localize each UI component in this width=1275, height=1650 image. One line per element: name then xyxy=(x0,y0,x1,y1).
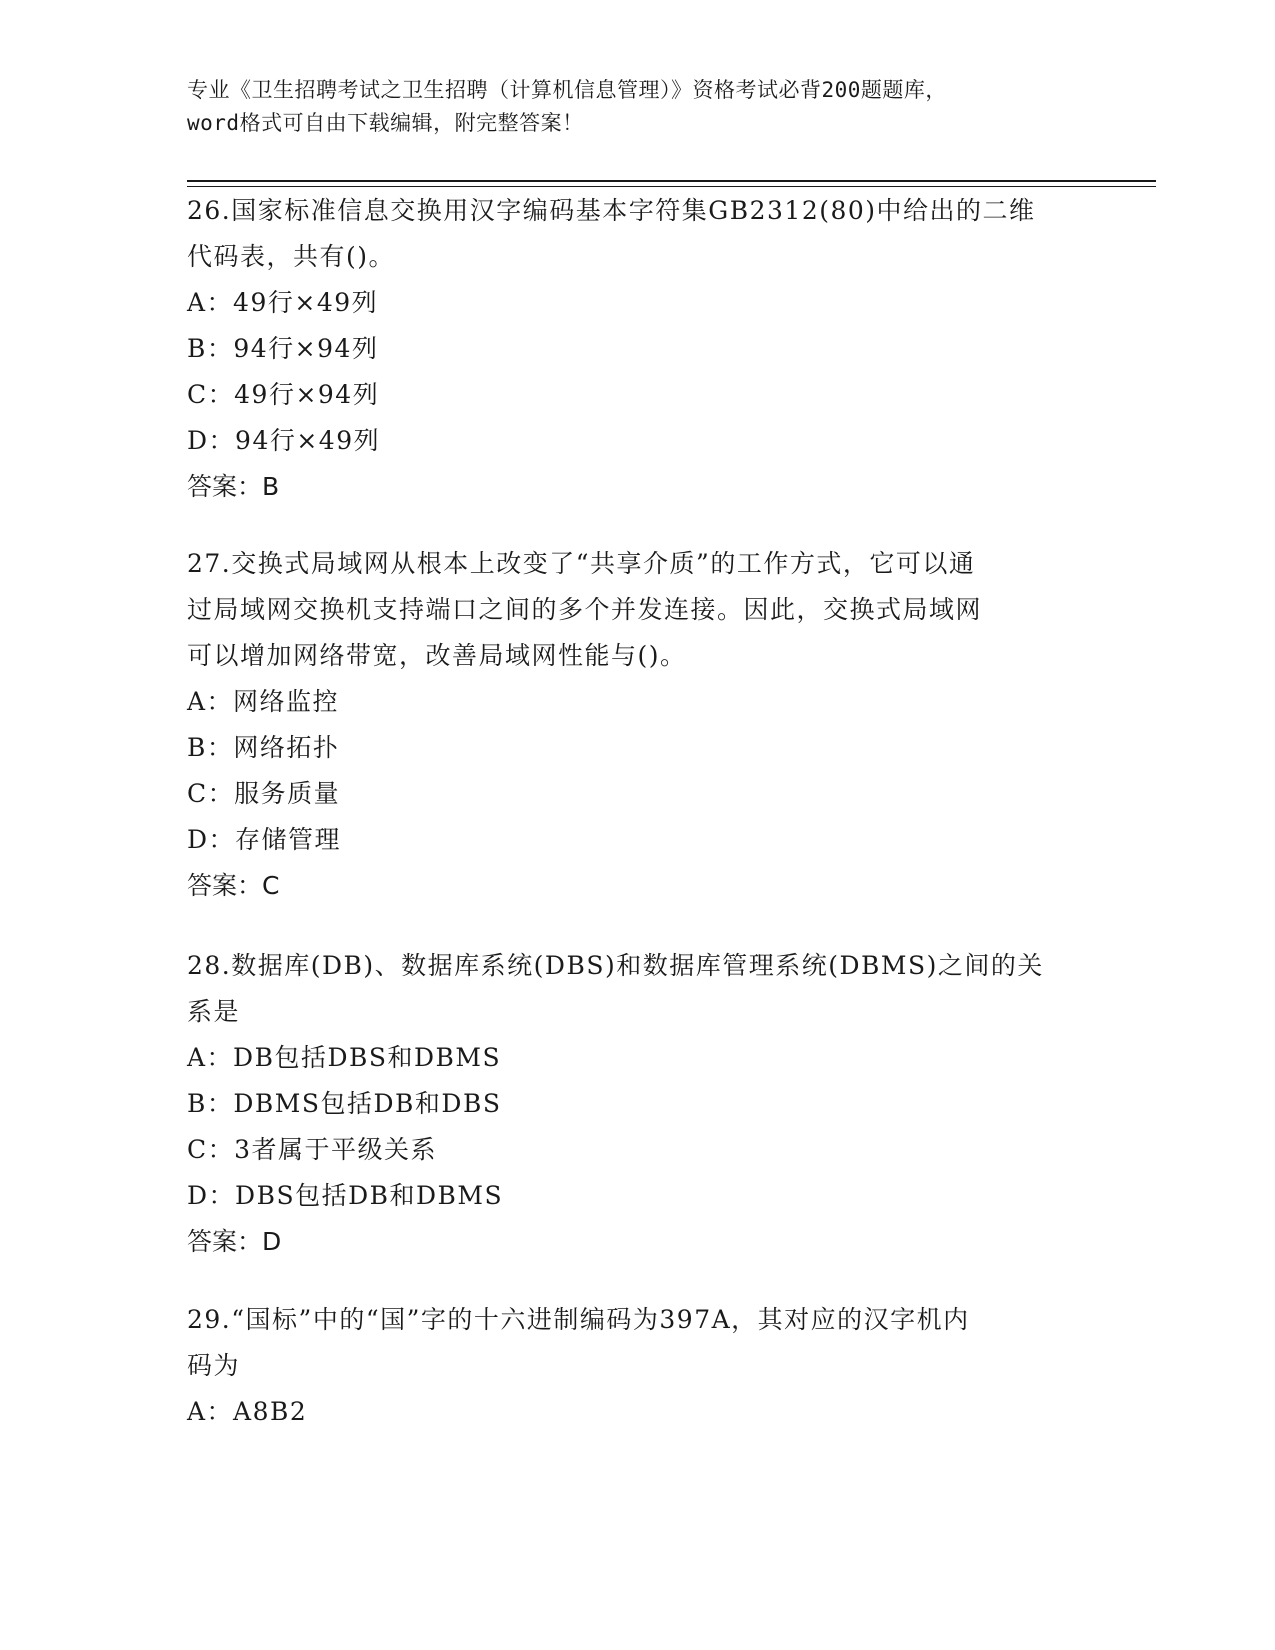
option-a: A：49行×49列 xyxy=(187,288,379,317)
question-stem: 码为 xyxy=(187,1351,241,1380)
question-stem: 28.数据库(DB)、数据库系统(DBS)和数据库管理系统(DBMS)之间的关 xyxy=(187,951,1044,980)
question-stem: 过局域网交换机支持端口之间的多个并发连接。因此，交换式局域网 xyxy=(187,595,983,624)
option-d: D：存储管理 xyxy=(187,825,342,854)
answer: 答案：C xyxy=(187,871,280,900)
option-a: A：DB包括DBS和DBMS xyxy=(187,1043,502,1072)
answer: 答案：B xyxy=(187,472,280,501)
question-stem: 可以增加网络带宽，改善局域网性能与()。 xyxy=(187,641,687,670)
question-28 xyxy=(187,943,1087,1265)
question-stem: 代码表，共有()。 xyxy=(187,242,396,271)
document-header xyxy=(187,74,1087,140)
question-27 xyxy=(187,541,1087,909)
question-stem: 29.“国标”中的“国”字的十六进制编码为397A，其对应的汉字机内 xyxy=(187,1305,970,1334)
option-c: C：49行×94列 xyxy=(187,380,380,409)
option-b: B：94行×94列 xyxy=(187,334,379,363)
option-c: C：3者属于平级关系 xyxy=(187,1135,438,1164)
option-d: D：DBS包括DB和DBMS xyxy=(187,1181,504,1210)
question-29 xyxy=(187,1297,1087,1435)
header-line-1: 专业《卫生招聘考试之卫生招聘（计算机信息管理）》资格考试必背200题题库， xyxy=(187,78,947,102)
option-c: C：服务质量 xyxy=(187,779,341,808)
option-a: A：A8B2 xyxy=(187,1397,308,1426)
question-stem: 系是 xyxy=(187,997,241,1026)
question-stem: 27.交换式局域网从根本上改变了“共享介质”的工作方式，它可以通 xyxy=(187,549,976,578)
option-d: D：94行×49列 xyxy=(187,426,381,455)
option-a: A：网络监控 xyxy=(187,687,340,716)
option-b: B：DBMS包括DB和DBS xyxy=(187,1089,502,1118)
option-b: B：网络拓扑 xyxy=(187,733,340,762)
answer: 答案：D xyxy=(187,1227,282,1256)
question-26 xyxy=(187,188,1087,510)
header-rule-thin xyxy=(187,186,1156,187)
question-stem: 26.国家标准信息交换用汉字编码基本字符集GB2312(80)中给出的二维 xyxy=(187,196,1036,225)
header-line-2: word格式可自由下载编辑，附完整答案！ xyxy=(187,111,584,135)
header-rule-thick xyxy=(187,180,1156,182)
